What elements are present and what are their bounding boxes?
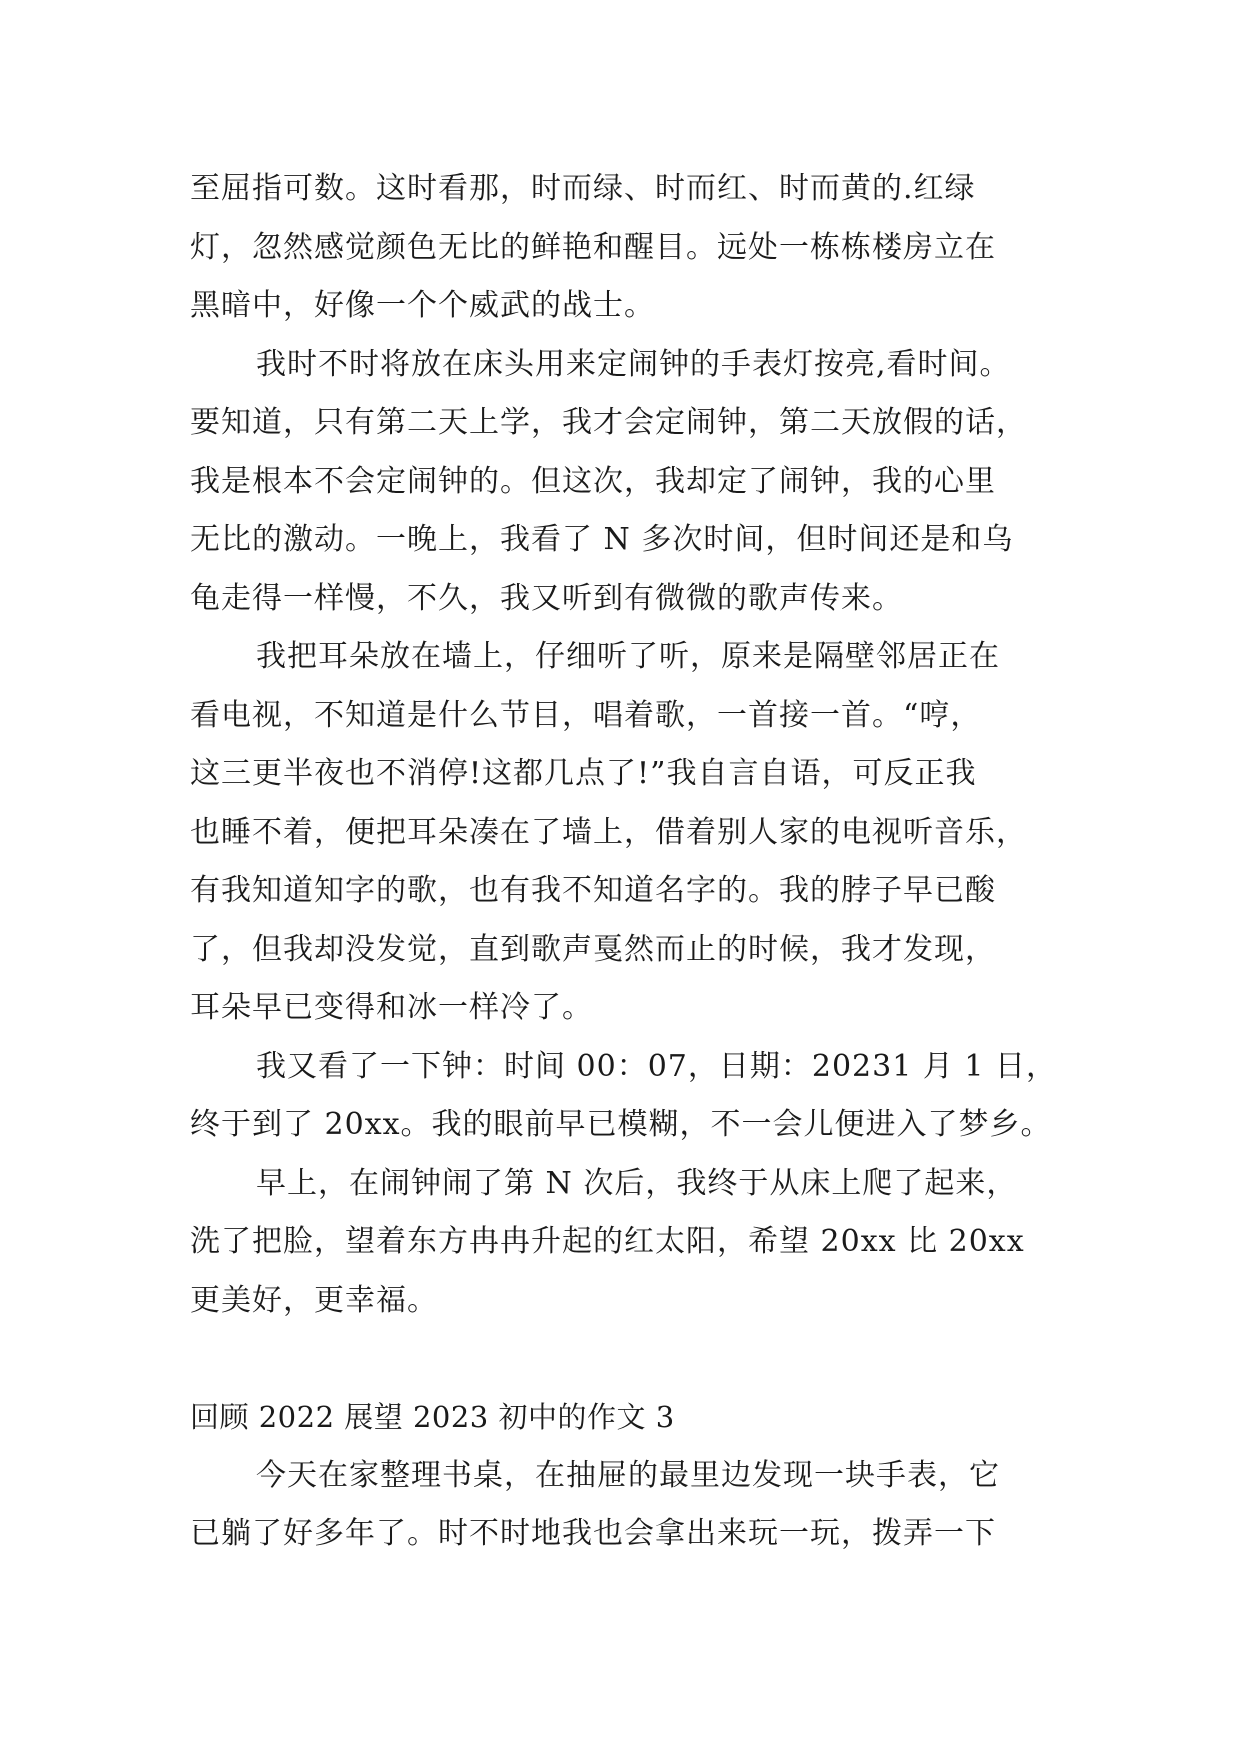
paragraph-line: 龟走得一样慢，不久，我又听到有微微的歌声传来。 (190, 580, 903, 616)
paragraph-line: 黑暗中，好像一个个威武的战士。 (190, 288, 655, 323)
paragraph-line: 有我知道知字的歌，也有我不知道名字的。我的脖子早已酸 (190, 873, 996, 908)
paragraph-line: 已躺了好多年了。时不时地我也会拿出来玩一玩，拨弄一下 (190, 1516, 996, 1551)
paragraph-line: 看电视，不知道是什么节目，唱着歌，一首接一首。“哼， (190, 697, 982, 733)
document-body (190, 160, 1058, 1564)
paragraph-2 (190, 336, 1052, 629)
paragraph-line: 要知道，只有第二天上学，我才会定闹钟，第二天放假的话， (190, 405, 1027, 440)
paragraph-6 (190, 1447, 1052, 1564)
paragraph-line: 至屈指可数。这时看那，时而绿、时而红、时而黄的.红绿 (190, 171, 976, 206)
section-spacer (190, 1330, 1052, 1388)
paragraph-line: 终于到了 20xx。我的眼前早已模糊，不一会儿便进入了梦乡。 (190, 1107, 1052, 1142)
paragraph-5 (190, 1155, 1052, 1331)
paragraph-line: 我时不时将放在床头用来定闹钟的手表灯按亮,看时间。 (256, 346, 1011, 382)
paragraph-line: 也睡不着，便把耳朵凑在了墙上，借着别人家的电视听音乐， (190, 814, 1027, 850)
paragraph-line: 我是根本不会定闹钟的。但这次，我却定了闹钟，我的心里 (190, 463, 996, 499)
paragraph-line: 灯，忽然感觉颜色无比的鲜艳和醒目。远处一栋栋楼房立在 (190, 229, 996, 265)
paragraph-line: 洗了把脸，望着东方冉冉升起的红太阳，希望 20xx 比 20xx (190, 1224, 1025, 1259)
paragraph-1 (190, 160, 1052, 336)
paragraph-line: 早上，在闹钟闹了第 N 次后，我终于从床上爬了起来， (256, 1165, 1018, 1201)
paragraph-line: 无比的激动。一晚上，我看了 N 多次时间，但时间还是和乌 (190, 522, 1014, 557)
section-heading: 回顾 2022 展望 2023 初中的作文 3 (190, 1400, 675, 1434)
paragraph-3 (190, 628, 1052, 1038)
paragraph-4 (190, 1038, 1058, 1155)
paragraph-line: 我把耳朵放在墙上，仔细听了听，原来是隔壁邻居正在 (256, 639, 1000, 674)
paragraph-line: 耳朵早已变得和冰一样冷了。 (190, 990, 593, 1025)
paragraph-line: 今天在家整理书桌，在抽屉的最里边发现一块手表，它 (256, 1457, 1000, 1493)
paragraph-line: 了，但我却没发觉，直到歌声戛然而止的时候，我才发现， (190, 931, 996, 967)
paragraph-line: 更美好，更幸福。 (190, 1282, 438, 1318)
paragraph-line: 这三更半夜也不消停!这都几点了!”我自言自语，可反正我 (190, 756, 977, 791)
paragraph-line: 我又看了一下钟：时间 00：07，日期：20231 月 1 日， (256, 1048, 1058, 1084)
